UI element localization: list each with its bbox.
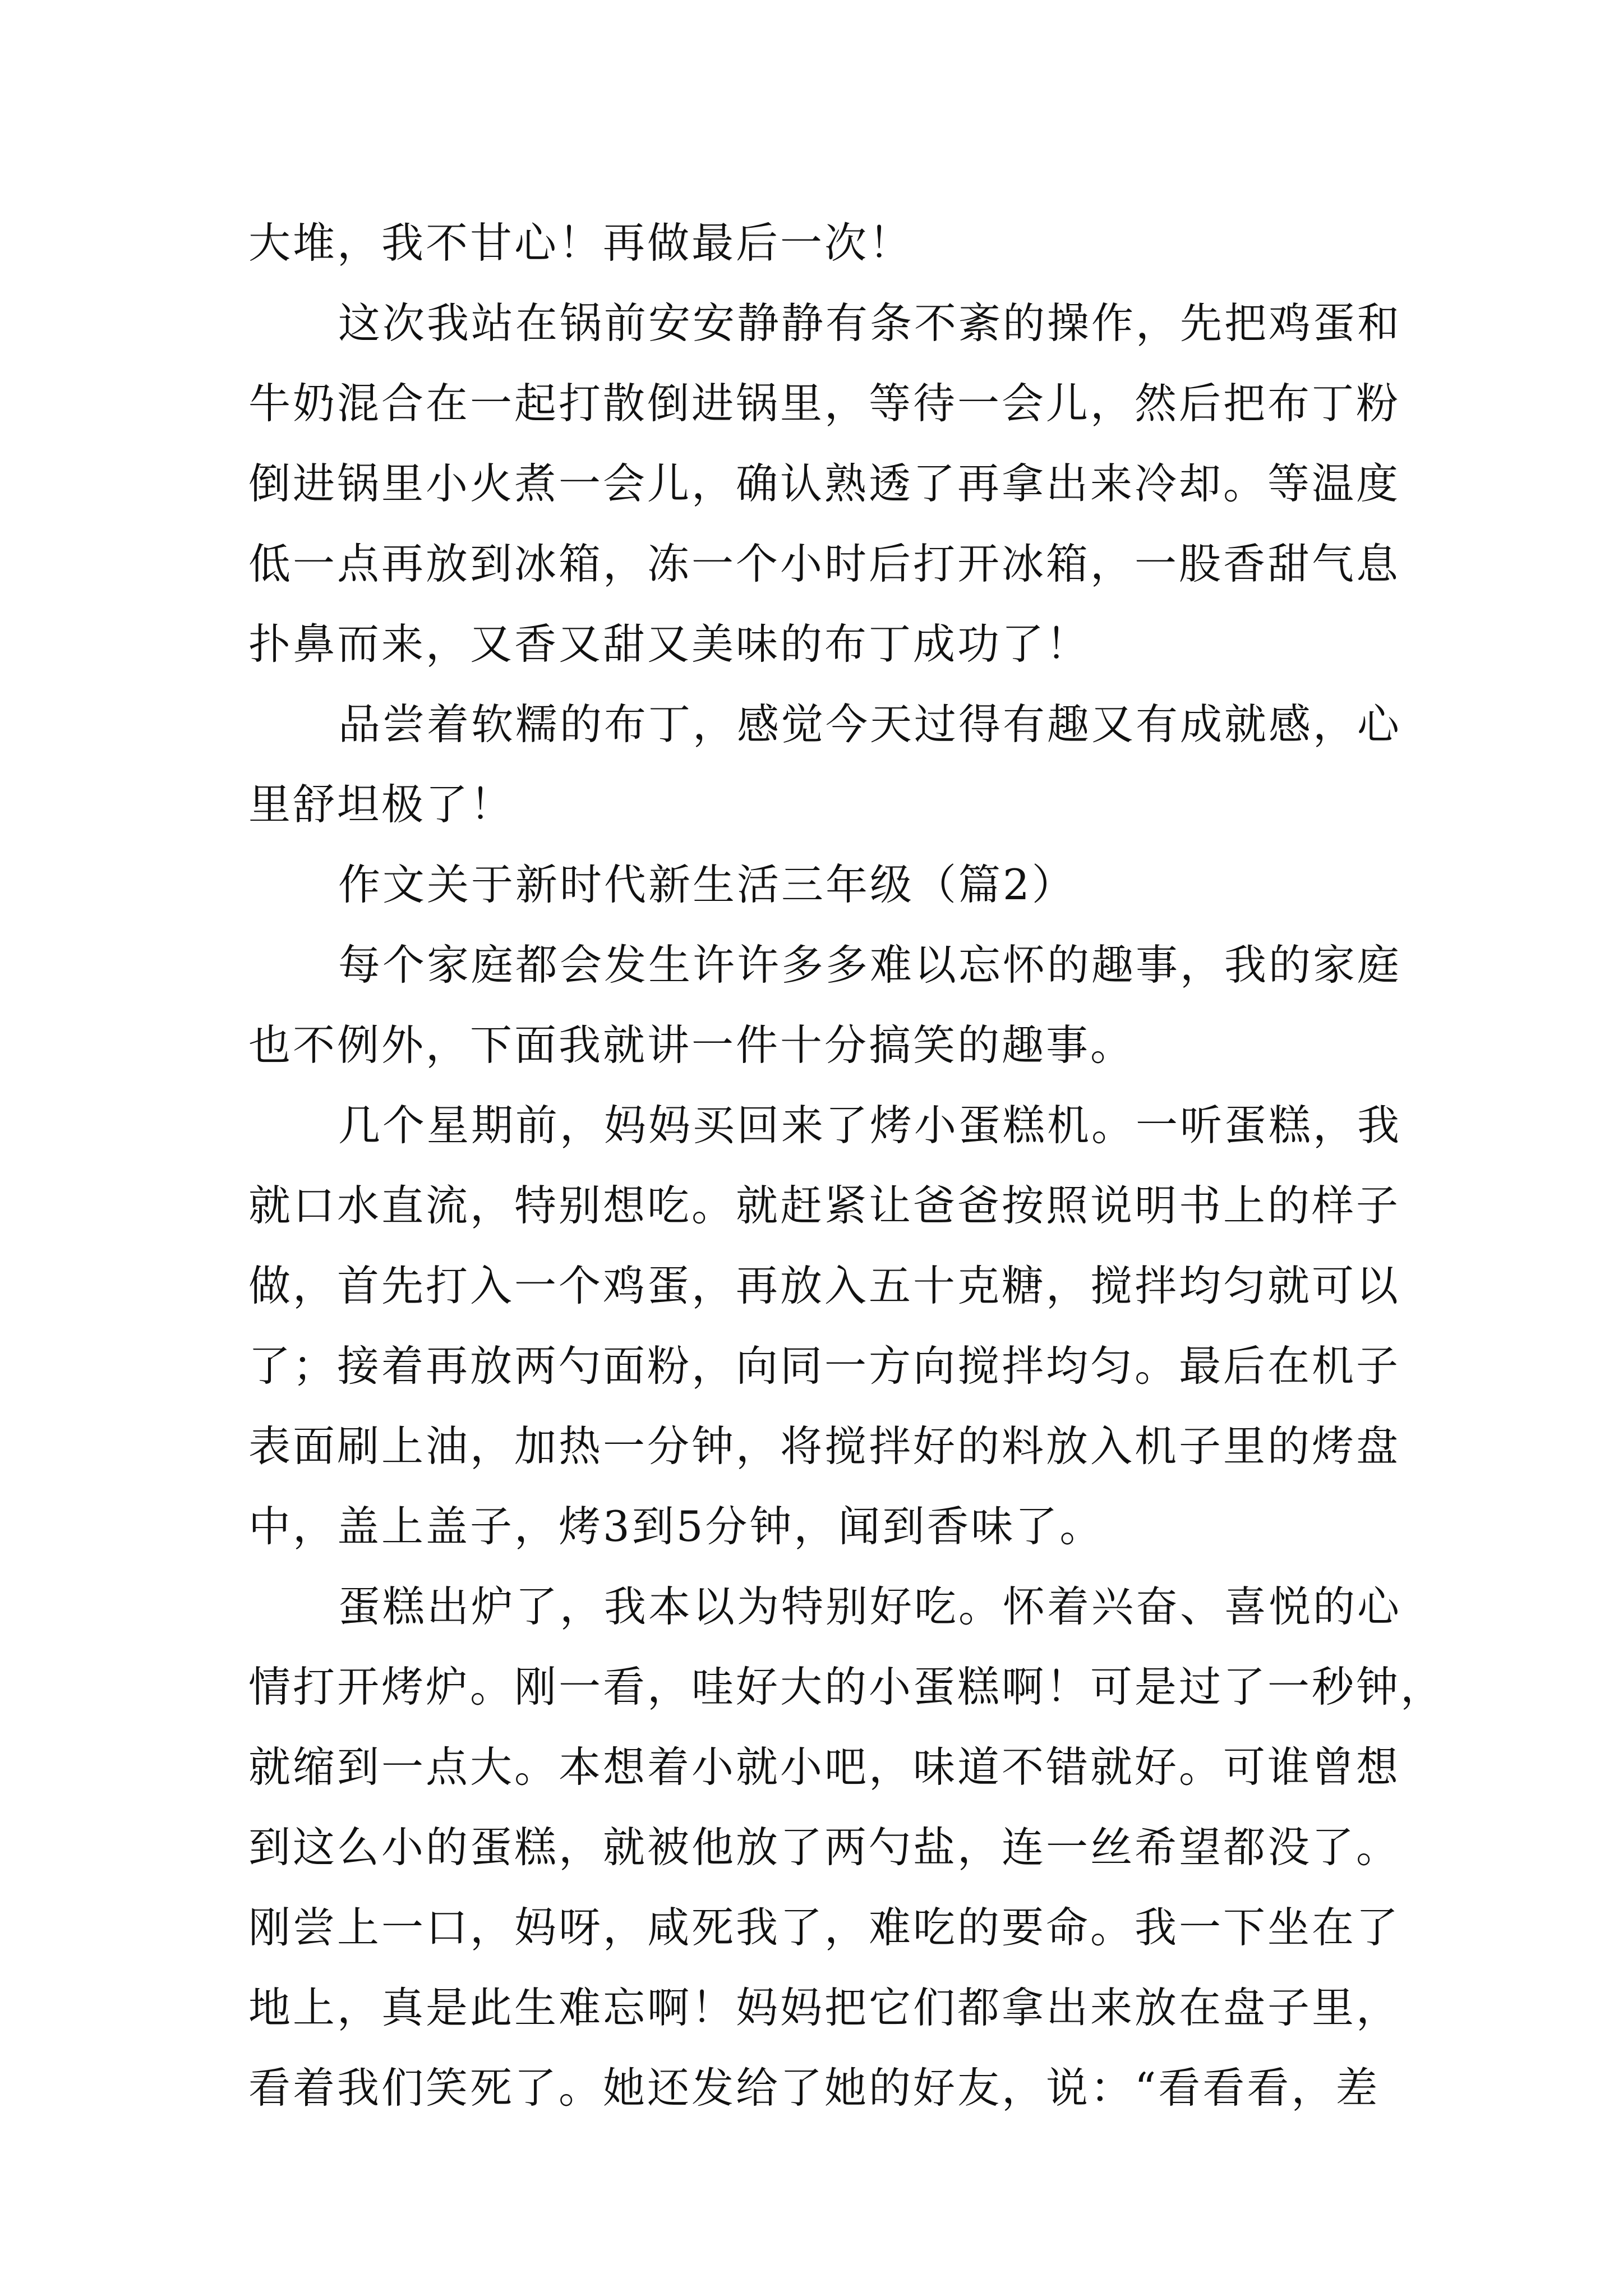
text-line: 刚尝上一口，妈呀，咸死我了，难吃的要命。我一下坐在了 xyxy=(248,1903,1401,1952)
text-line: 中，盖上盖子，烤3到5分钟，闻到香味了。 xyxy=(248,1502,1104,1551)
text-line: 倒进锅里小火煮一会儿，确认熟透了再拿出来冷却。等温度 xyxy=(248,459,1401,508)
text-line: 几个星期前，妈妈买回来了烤小蛋糕机。一听蛋糕，我 xyxy=(338,1101,1402,1150)
text-line: 大堆，我不甘心！再做最后一次！ xyxy=(248,218,914,268)
text-line: 扑鼻而来，又香又甜又美味的布丁成功了！ xyxy=(248,619,1091,669)
text-line: 每个家庭都会发生许许多多难以忘怀的趣事，我的家庭 xyxy=(338,940,1402,990)
text-line: 看着我们笑死了。她还发给了她的好友，说：“看看看，差 xyxy=(248,2063,1380,2113)
text-line: 里舒坦极了！ xyxy=(248,780,515,829)
text-line: 地上，真是此生难忘啊！妈妈把它们都拿出来放在盘子里， xyxy=(248,1983,1401,2032)
text-line: 到这么小的蛋糕，就被他放了两勺盐，连一丝希望都没了。 xyxy=(248,1823,1401,1872)
text-line: 也不例外，下面我就讲一件十分搞笑的趣事。 xyxy=(248,1020,1135,1070)
text-line: 就缩到一点大。本想着小就小吧，味道不错就好。可谁曾想 xyxy=(248,1742,1401,1792)
text-line: 情打开烤炉。刚一看，哇好大的小蛋糕啊！可是过了一秒钟， xyxy=(248,1662,1445,1711)
text-line: 品尝着软糯的布丁，感觉今天过得有趣又有成就感，心 xyxy=(338,700,1402,749)
article-body xyxy=(248,203,1445,2128)
text-line: 作文关于新时代新生活三年级（篇2） xyxy=(338,860,1076,909)
text-line: 表面刷上油，加热一分钟，将搅拌好的料放入机子里的烤盘 xyxy=(248,1421,1401,1471)
text-line: 了；接着再放两勺面粉，向同一方向搅拌均匀。最后在机子 xyxy=(248,1341,1401,1391)
text-line: 低一点再放到冰箱，冻一个小时后打开冰箱，一股香甜气息 xyxy=(248,539,1401,588)
text-line: 牛奶混合在一起打散倒进锅里，等待一会儿，然后把布丁粉 xyxy=(248,379,1401,428)
text-line: 这次我站在锅前安安静静有条不紊的操作，先把鸡蛋和 xyxy=(338,298,1402,348)
text-line: 蛋糕出炉了，我本以为特别好吃。怀着兴奋、喜悦的心 xyxy=(338,1582,1402,1631)
text-line: 做，首先打入一个鸡蛋，再放入五十克糖，搅拌均匀就可以 xyxy=(248,1261,1401,1310)
text-line: 就口水直流，特别想吃。就赶紧让爸爸按照说明书上的样子 xyxy=(248,1181,1401,1230)
